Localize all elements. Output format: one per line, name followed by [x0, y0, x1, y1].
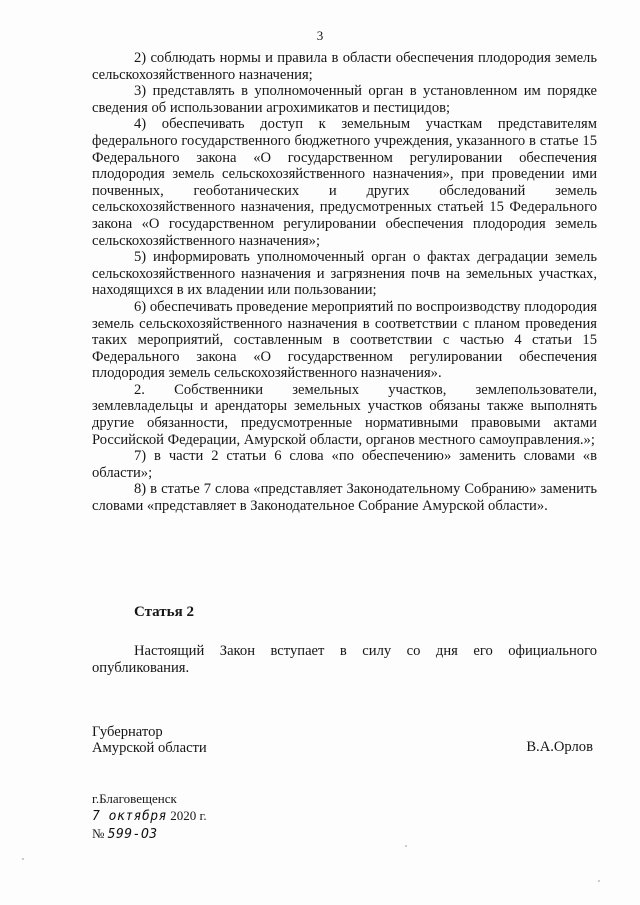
- footer-year: 2020 г.: [170, 808, 207, 823]
- scan-speck: [405, 845, 407, 847]
- scan-speck: [598, 880, 600, 882]
- paragraph-item-4: 4) обеспечивать доступ к земельным участкам представителям федерального государственного бюджетного учреждения, указанного в статье 15 Федерального закона «О государственном регулировании обеспечения плодородия земель сельскохозяйственного назначения», при проведении ими почвенных, геоботанических и других обследований земель сельскохозяйственного назначения, предусмотренных статьей 15 Федерального закона «О государственном регулировании обеспечения плодородия земель сельскохозяйственного назначения»;: [92, 116, 597, 249]
- footer-block: [92, 790, 207, 843]
- number-sign: №: [92, 826, 105, 841]
- handwritten-date: 7 октября: [92, 809, 167, 824]
- signature-name: В.А.Орлов: [526, 739, 593, 755]
- handwritten-number: 599-ОЗ: [107, 827, 158, 842]
- paragraph-section-2: 2. Собственники земельных участков, землепользователи, землевладельцы и арендаторы земельных участков обязаны также выполнять другие обязанности, предусмотренные нормативными правовыми актами Российской Федерации, Амурской области, органов местного самоуправления.»;: [92, 381, 597, 448]
- paragraph-item-3: 3) представлять в уполномоченный орган в установленном им порядке сведения об использовании агрохимикатов и пестицидов;: [92, 83, 597, 116]
- footer-city: г.Благовещенск: [92, 791, 177, 806]
- signature-title-line2: Амурской области: [92, 740, 207, 756]
- paragraph-item-6: 6) обеспечивать проведение мероприятий по воспроизводству плодородия земель сельскохозяйственного назначения в соответствии с планом проведения таких мероприятий, составленным в соответствии с частью 4 статьи 15 Федерального закона «О государственном регулировании обеспечения плодородия земель сельскохозяйственного назначения».: [92, 298, 597, 382]
- paragraph-item-2: 2) соблюдать нормы и правила в области обеспечения плодородия земель сельскохозяйственного назначения;: [92, 50, 597, 83]
- page-number: 3: [316, 28, 324, 43]
- paragraph-item-7: 7) в части 2 статьи 6 слова «по обеспечению» заменить словами «в области»;: [92, 448, 597, 481]
- signature-title: [92, 724, 207, 756]
- law-text-body: [92, 50, 597, 515]
- paragraph-item-8: 8) в статье 7 слова «представляет Законодательному Собранию» заменить словами «представляет в Законодательное Собрание Амурской области».: [92, 481, 597, 515]
- scan-speck: [22, 858, 24, 860]
- footer-date: [92, 807, 207, 825]
- paragraph-item-5: 5) информировать уполномоченный орган о фактах деградации земель сельскохозяйственного назначения и загрязнения почв на земельных участках, находящихся в их владении или пользовании;: [92, 249, 597, 299]
- article-text: Настоящий Закон вступает в силу со дня его официального опубликования.: [92, 643, 597, 676]
- article-heading: Статья 2: [134, 604, 194, 620]
- signature-title-line1: Губернатор: [92, 724, 163, 740]
- footer-number: [92, 825, 207, 843]
